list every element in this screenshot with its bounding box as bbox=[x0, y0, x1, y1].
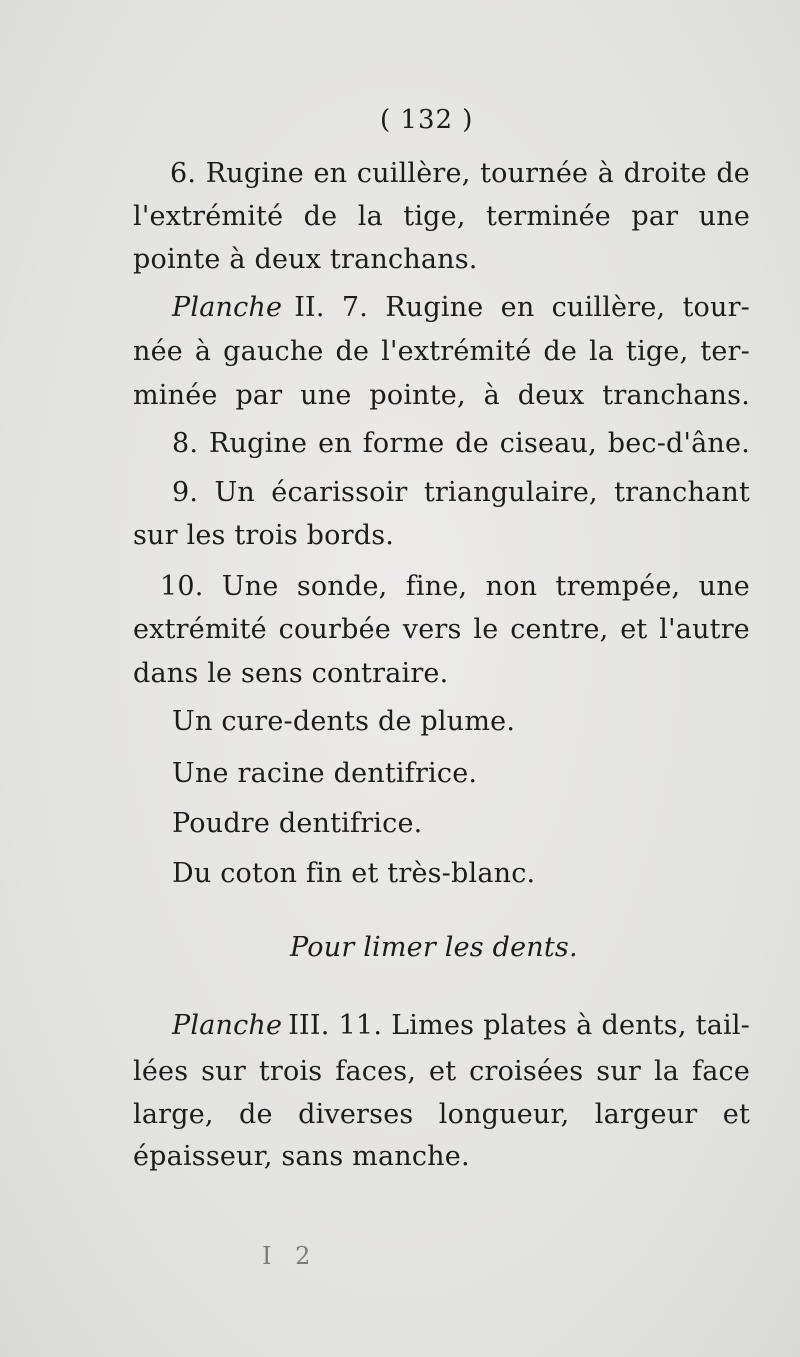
text-line: 6. Rugine en cuillère, tournée à droite de bbox=[170, 158, 750, 189]
text-line: Du coton fin et très-blanc. bbox=[172, 858, 536, 889]
text-line: 9. Un écarissoir triangulaire, tranchant bbox=[172, 477, 750, 508]
plate-label: Planche bbox=[172, 1010, 283, 1041]
signature-mark: I 2 bbox=[262, 1242, 319, 1270]
text-line: large, de diverses longueur, largeur et bbox=[133, 1099, 750, 1130]
text-line: née à gauche de l'extrémité de la tige, ter- bbox=[133, 336, 750, 367]
text-line: lées sur trois faces, et croisées sur la face bbox=[133, 1056, 750, 1087]
section-heading: Pour limer les dents. bbox=[290, 932, 578, 963]
text-line: l'extrémité de la tige, terminée par une bbox=[133, 201, 750, 232]
plate-label: Planche bbox=[172, 292, 283, 323]
text-line: Poudre dentifrice. bbox=[172, 808, 423, 839]
text-line: III. 11. Limes plates à dents, tail- bbox=[288, 1010, 750, 1041]
text-line: épaisseur, sans manche. bbox=[133, 1141, 470, 1172]
text-line: Une racine dentifrice. bbox=[172, 758, 478, 789]
text-line: II. 7. Rugine en cuillère, tour- bbox=[294, 292, 750, 323]
text-line: sur les trois bords. bbox=[133, 520, 395, 551]
text-line: extrémité courbée vers le centre, et l'autre bbox=[133, 614, 750, 645]
text-line: minée par une pointe, à deux tranchans. bbox=[133, 380, 750, 411]
text-line: Un cure-dents de plume. bbox=[172, 706, 516, 737]
text-line: 8. Rugine en forme de ciseau, bec-d'âne. bbox=[172, 428, 750, 459]
plate-reference-line bbox=[172, 294, 750, 321]
plate-reference-line bbox=[172, 1012, 750, 1039]
text-line: pointe à deux tranchans. bbox=[133, 244, 478, 275]
text-line: dans le sens contraire. bbox=[133, 658, 449, 689]
page-number-header: ( 132 ) bbox=[380, 105, 474, 135]
text-line: 10. Une sonde, fine, non trempée, une bbox=[160, 571, 750, 602]
